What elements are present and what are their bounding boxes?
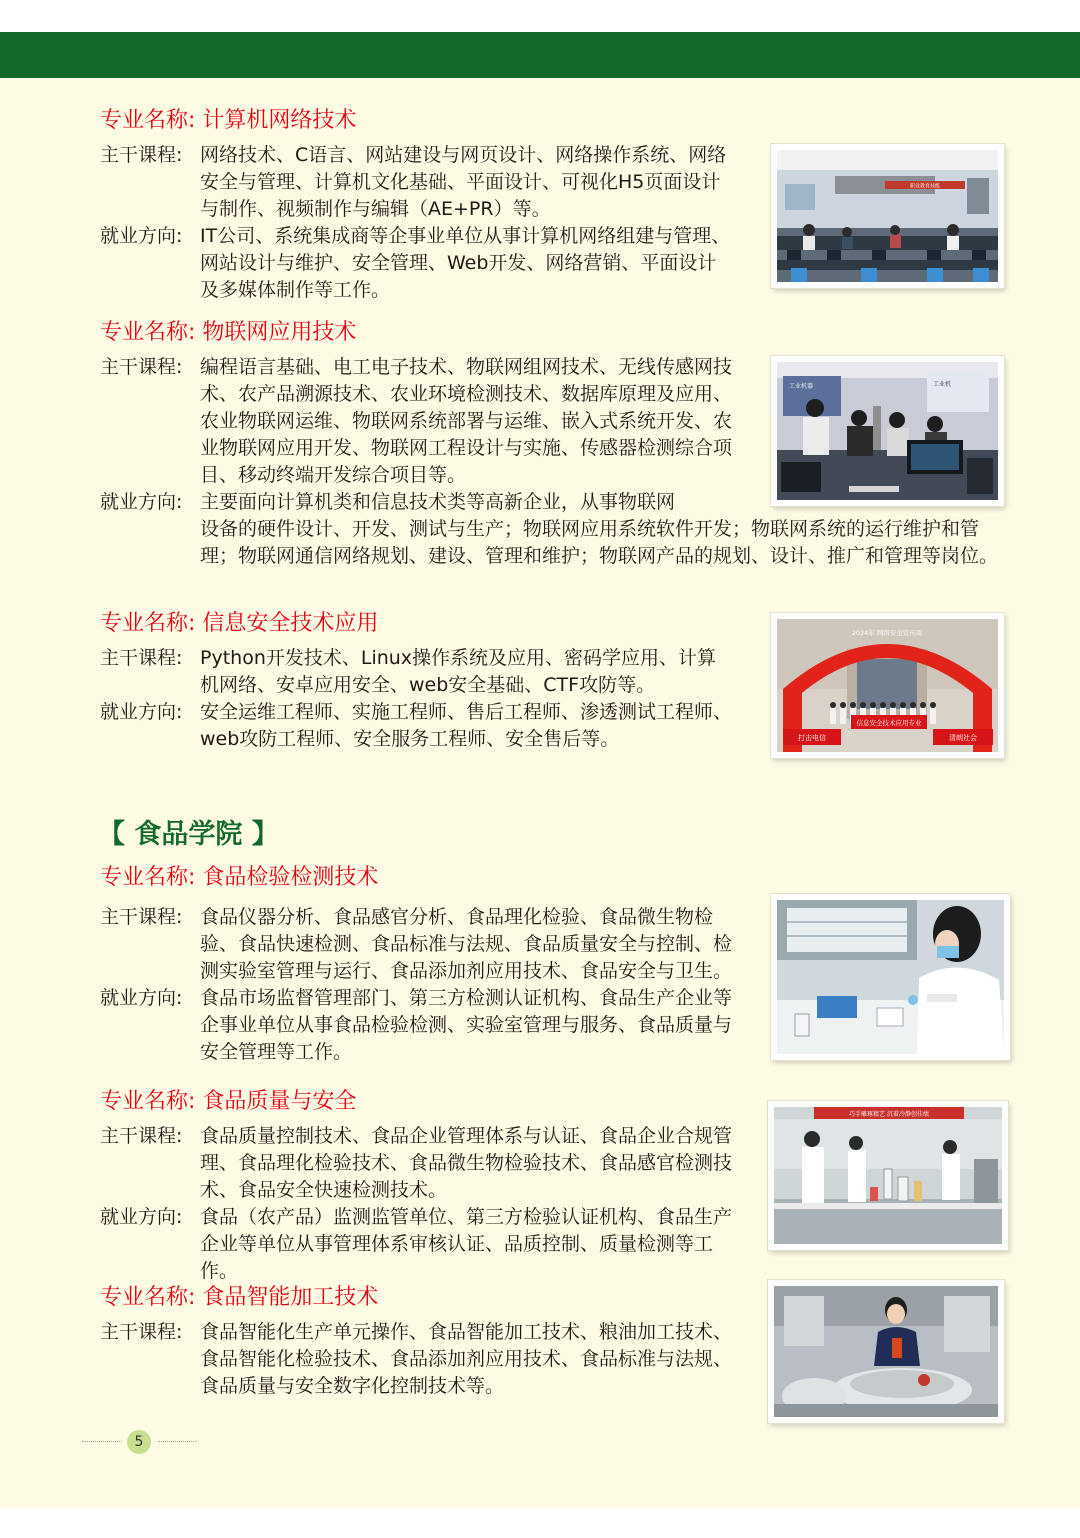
- career-row: [100, 985, 735, 1066]
- courses-text: 网络技术、C语言、网站建设与网页设计、网络操作系统、网络安全与管理、计算机文化基础、平面设计、可视化H5页面设计与制作、视频制作与编辑（AE+PR）等。: [200, 144, 727, 220]
- courses-label: 主干课程:: [100, 356, 183, 378]
- page-number-line-right: [158, 1441, 196, 1442]
- major-title: 专业名称: 信息安全技术应用: [100, 611, 379, 636]
- header-band: [0, 32, 1080, 78]
- career-text-continued: 设备的硬件设计、开发、测试与生产；物联网应用系统软件开发；物联网系统的运行维护和管理；物联网通信网络规划、建设、管理和维护；物联网产品的规划、设计、推广和管理等岗位。: [200, 518, 999, 567]
- page-number: 5: [127, 1430, 151, 1454]
- college-title: 【 食品学院 】: [98, 819, 279, 850]
- major-title: 专业名称: 食品智能加工技术: [100, 1285, 379, 1310]
- major-title: 专业名称: 食品质量与安全: [100, 1089, 357, 1114]
- arch-center-banner-text: 信息安全技术应用专业: [856, 719, 922, 727]
- iot-board-text-2: 工业机: [933, 381, 952, 388]
- courses-label: 主干课程:: [100, 906, 183, 928]
- page-number-line-left: [82, 1441, 122, 1442]
- career-row: [100, 489, 735, 516]
- security-event-photo: [771, 613, 1004, 758]
- career-text: 食品市场监督管理部门、第三方检测认证机构、食品生产企业等企事业单位从事食品检验检测、实验室管理与服务、食品质量与安全管理等工作。: [200, 987, 733, 1063]
- career-text: 食品（农产品）监测监管单位、第三方检验认证机构、食品生产企业等单位从事管理体系审核认证、品质控制、质量检测等工作。: [200, 1206, 733, 1282]
- career-label: 就业方向:: [100, 225, 183, 247]
- lab-banner-text: 职业教育技能: [909, 183, 941, 190]
- career-label: 就业方向:: [100, 701, 183, 723]
- courses-text: Python开发技术、Linux操作系统及应用、密码学应用、计算机网络、安卓应用安全、web安全基础、CTF攻防等。: [200, 647, 717, 696]
- career-row: [100, 699, 735, 753]
- courses-label: 主干课程:: [100, 1321, 183, 1343]
- arch-left-banner-text: 打击电信: [798, 734, 826, 742]
- career-text: 安全运维工程师、实施工程师、售后工程师、渗透测试工程师、web攻防工程师、安全服务工程师、安全售后等。: [200, 701, 733, 750]
- career-label: 就业方向:: [100, 1206, 183, 1228]
- top-margin: [0, 0, 1080, 32]
- courses-text: 食品质量控制技术、食品企业管理体系与认证、食品企业合规管理、食品理化检验技术、食品微生物检验技术、食品感官检测技术、食品安全快速检测技术。: [200, 1125, 733, 1201]
- major-title: 专业名称: 食品检验检测技术: [100, 865, 379, 890]
- career-text: IT公司、系统集成商等企事业单位从事计算机网络组建与管理、网站设计与维护、安全管理、Web开发、网络营销、平面设计及多媒体制作等工作。: [200, 225, 731, 301]
- food-processing-photo: [768, 1280, 1004, 1423]
- iot-board-text-1: 工业机器: [789, 383, 814, 390]
- courses-row: [100, 142, 735, 223]
- courses-text: 编程语言基础、电工电子技术、物联网组网技术、无线传感网技术、农产品溯源技术、农业环境检测技术、数据库原理及应用、农业物联网运维、物联网系统部署与运维、嵌入式系统开发、农业物联网应用开发、物联网工程设计与实施、传感器检测综合项目、移动终端开发综合项目等。: [200, 356, 733, 486]
- food-banner-text: 巧手雕琢精艺 沉着冷静创佳绩: [849, 1111, 929, 1118]
- courses-row: [100, 1123, 735, 1204]
- arch-right-banner-text: 清朗社会: [949, 734, 977, 742]
- courses-row: [100, 354, 735, 489]
- major-title: 专业名称: 计算机网络技术: [100, 108, 357, 133]
- computer-lab-photo: [771, 144, 1004, 288]
- major-title: 专业名称: 物联网应用技术: [100, 320, 357, 345]
- courses-row: [100, 904, 735, 985]
- bottom-margin: [0, 1508, 1080, 1538]
- arch-top-text: 2024年 网络安全宣传周: [851, 629, 923, 637]
- courses-label: 主干课程:: [100, 1125, 183, 1147]
- career-label: 就业方向:: [100, 491, 183, 513]
- courses-text: 食品仪器分析、食品感官分析、食品理化检验、食品微生物检验、食品快速检测、食品标准与法规、食品质量安全与控制、检测实验室管理与运行、食品添加剂应用技术、食品安全与卫生。: [200, 906, 733, 982]
- courses-label: 主干课程:: [100, 144, 183, 166]
- iot-lab-photo: [771, 356, 1004, 506]
- career-label: 就业方向:: [100, 987, 183, 1009]
- career-row: [100, 223, 735, 304]
- career-row: [100, 1204, 735, 1285]
- career-row-continued: [100, 516, 1012, 570]
- courses-row: [100, 645, 735, 699]
- food-quality-photo: [768, 1101, 1008, 1250]
- food-inspection-photo: [771, 894, 1010, 1060]
- courses-row: [100, 1319, 735, 1400]
- courses-text: 食品智能化生产单元操作、食品智能加工技术、粮油加工技术、食品智能化检验技术、食品添加剂应用技术、食品标准与法规、食品质量与安全数字化控制技术等。: [200, 1321, 733, 1397]
- career-text-first-line: 主要面向计算机类和信息技术类等高新企业，从事物联网: [200, 491, 676, 513]
- courses-label: 主干课程:: [100, 647, 183, 669]
